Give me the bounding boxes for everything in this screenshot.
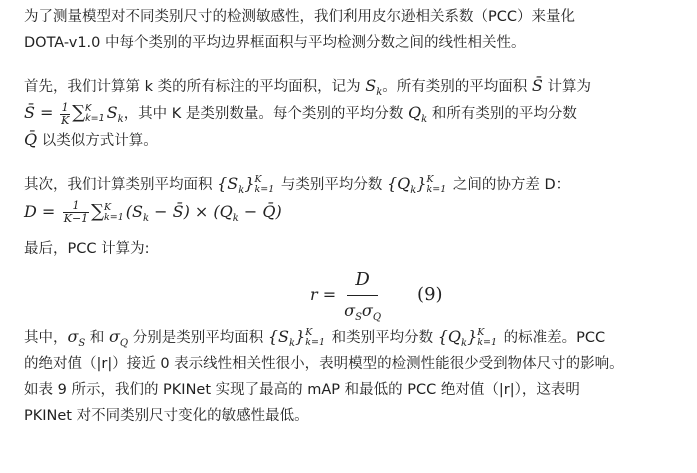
term-end: − Q̄) [238, 202, 282, 221]
text-segment: 和所有类别的平均分数 [431, 106, 577, 122]
sum-lower: k=1 [104, 211, 124, 223]
covariance-term [125, 202, 282, 225]
paragraph-intro-line2: DOTA-v1.0 中每个类别的平均边界框面积与平均检测分数之间的线性相关性。 [24, 35, 526, 51]
paragraph-where-line3: 如表 9 所示，我们的 PKINet 实现了最高的 mAP 和最低的 PCC 绝对值（|r|），这表明 [24, 382, 580, 398]
set-open: {Q [386, 174, 411, 193]
paragraph-intro-line1: 为了测量模型对不同类别尺寸的检测敏感性，我们利用皮尔逊相关系数（PCC）来量化 [24, 9, 575, 25]
set-close: } [467, 327, 478, 346]
fraction-one-over-k [60, 102, 70, 127]
text-segment: 之间的协方差 D： [452, 177, 571, 193]
sum-limits [85, 104, 105, 124]
set-subscript: k [461, 338, 468, 350]
set-upper: K [426, 173, 434, 185]
sum-symbol: ∑ [91, 201, 105, 222]
set-lower: k=1 [305, 336, 325, 348]
set-open: {S [267, 327, 289, 346]
term-middle: − S̄) × (Q [149, 202, 233, 221]
paragraph-first-line2 [24, 100, 687, 127]
paragraph-where-line4: PKINet 对不同类别尺寸变化的敏感性最低。 [24, 408, 309, 424]
paragraph-finally: 最后，PCC 计算为: [24, 241, 150, 257]
text-segment: 和 [89, 330, 105, 346]
sum-term [106, 103, 124, 126]
sum-upper: K [104, 201, 112, 213]
sigma-q [109, 327, 129, 350]
set-limits [255, 175, 275, 195]
set-s-k [217, 173, 276, 197]
symbol-s-k [365, 76, 383, 99]
sigma-symbol: σ [361, 300, 373, 320]
term-subscript: k [232, 213, 239, 225]
fraction-numerator: 1 [61, 100, 69, 114]
fraction-denominator: K [61, 113, 70, 127]
sigma-s [67, 327, 86, 350]
set-upper: K [477, 326, 485, 338]
fraction-numerator: 1 [63, 200, 89, 213]
paragraph-where-line1 [24, 324, 687, 351]
set-lower: k=1 [254, 183, 275, 195]
sum-symbol: ∑ [72, 102, 86, 123]
sigma-subscript: Q [372, 311, 382, 323]
sum-limits [104, 203, 124, 223]
term-open: (S [125, 202, 143, 221]
equation-lhs: r = [310, 285, 337, 304]
set-q-k [437, 326, 499, 350]
text-segment: 以类似方式计算。 [41, 133, 158, 149]
sigma-symbol: σ [67, 327, 79, 346]
subscript-k: k [421, 114, 428, 126]
set-lower: k=1 [477, 336, 498, 348]
text-segment: ，其中 K 是类别数量。每个类别的平均分数 [123, 106, 404, 122]
sum-term-symbol: S [106, 103, 118, 122]
text-segment: 其中， [24, 330, 68, 346]
paragraph-second-line1 [24, 171, 687, 198]
paragraph-where-line2: 的绝对值（|r|）接近 0 表示线性相关性很小，表明模型的检测性能很少受到物体尺寸的影响。 [24, 356, 624, 372]
set-subscript: k [410, 185, 417, 197]
equation-numerator: D [347, 267, 377, 296]
set-limits [477, 328, 497, 348]
symbol-q: Q [408, 103, 422, 122]
set-s-k [267, 326, 327, 350]
fraction-denominator: K−1 [63, 212, 89, 225]
symbol-s: S [365, 76, 377, 95]
symbol-q-bar: Q̄ [24, 130, 38, 149]
term-subscript: k [143, 213, 150, 225]
set-close: } [416, 174, 427, 193]
equation-9-body [310, 268, 443, 323]
set-open: {S [217, 174, 239, 193]
subscript-k: k [376, 87, 383, 99]
sum-term-subscript: k [117, 114, 124, 126]
set-subscript: k [288, 338, 296, 350]
text-segment: 与类别平均分数 [280, 177, 383, 193]
set-q-k [386, 173, 448, 197]
set-close: } [295, 327, 306, 346]
formula-covariance [24, 198, 687, 226]
fraction-one-over-k-minus-one [63, 200, 89, 225]
sigma-subscript: S [355, 311, 362, 323]
formula-s-bar-lhs: S̄ = [24, 103, 54, 122]
sigma-symbol: σ [344, 300, 356, 320]
symbol-q-k [408, 103, 428, 126]
text-segment: 的标准差。PCC [503, 330, 606, 346]
sigma-subscript: S [78, 338, 86, 350]
equation-denominator [344, 296, 381, 324]
paragraph-first-line1 [24, 73, 687, 100]
set-close: } [244, 174, 255, 193]
sigma-subscript: Q [119, 338, 129, 350]
text-segment: 其次，我们计算类别平均面积 [24, 177, 213, 193]
text-segment: 计算为 [547, 79, 591, 95]
symbol-s-bar: S̄ [531, 76, 543, 95]
set-limits [427, 175, 447, 195]
equation-number: (9) [417, 284, 443, 305]
set-subscript: k [238, 185, 245, 197]
sigma-symbol: σ [109, 327, 120, 346]
text-segment: 首先，我们计算第 k 类的所有标注的平均面积，记为 [24, 79, 361, 95]
text-segment: 。所有类别的平均面积 [382, 79, 528, 95]
set-open: {Q [437, 327, 462, 346]
paragraph-first-line3 [24, 127, 687, 154]
equation-fraction [344, 267, 381, 324]
set-lower: k=1 [426, 183, 447, 195]
text-segment: 分别是类别平均面积 [132, 330, 264, 346]
sum-lower: k=1 [85, 113, 105, 124]
set-limits [305, 328, 325, 348]
set-upper: K [254, 173, 262, 185]
text-segment: 和类别平均分数 [331, 330, 434, 346]
equation-9 [24, 268, 687, 324]
sum-upper: K [85, 103, 92, 114]
formula-d-lhs: D = [24, 202, 56, 221]
set-upper: K [305, 326, 313, 338]
